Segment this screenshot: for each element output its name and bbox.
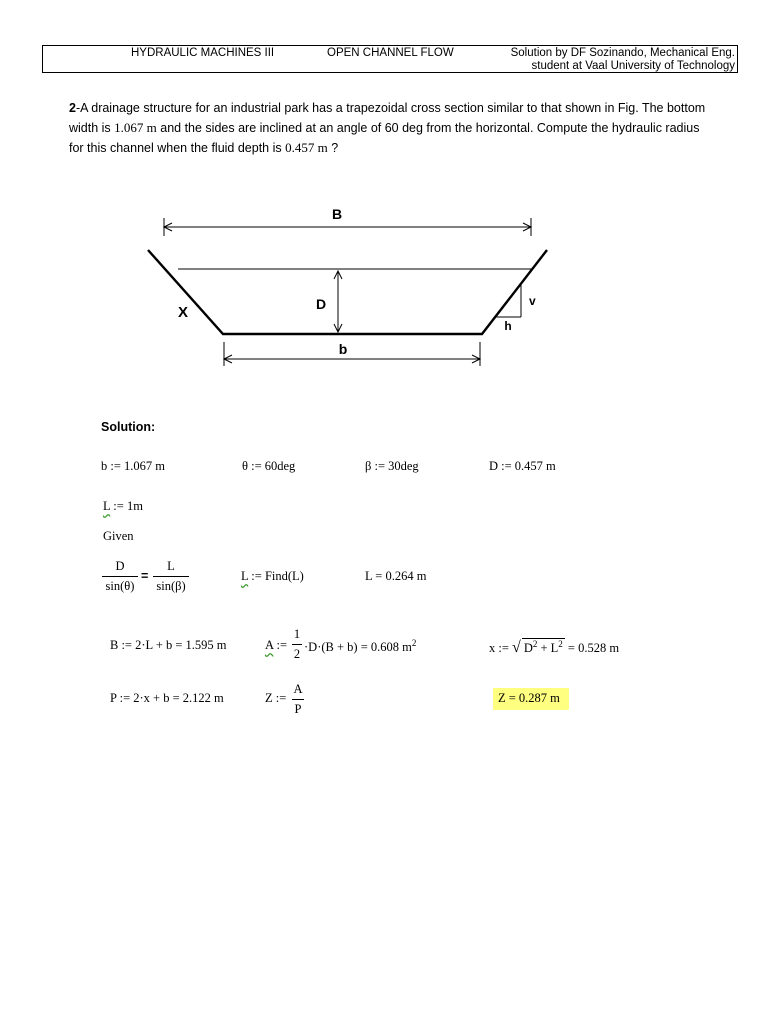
- numerator-D: D: [115, 559, 125, 573]
- find-L: [241, 569, 304, 584]
- author-credit: Solution by DF Sozinando, Mechanical Eng. student at Vaal University of Technology: [510, 47, 735, 72]
- fraction-one-half: 1 2: [293, 627, 301, 661]
- find-L-expr: := Find(L): [248, 569, 304, 583]
- denominator-sin-beta: sin(β): [156, 579, 186, 593]
- eq-x: x := √ $D^2 + L^2 = 0.528$ m: [489, 639, 620, 657]
- guess-L-var: L: [103, 499, 111, 513]
- course-title: HYDRAULIC MACHINES III: [131, 47, 275, 59]
- find-L-var: L: [241, 569, 249, 583]
- eq-P: P := 2·x + b = 2.122 m: [110, 691, 224, 705]
- label-top-width: B: [331, 206, 343, 222]
- problem-text-3: ?: [327, 141, 339, 155]
- eq-Z-lhs: Z :=: [265, 691, 287, 705]
- fraction-D-over-sin-theta: [102, 559, 138, 594]
- label-depth: D: [315, 296, 327, 312]
- def-theta: θ := 60deg: [242, 459, 296, 473]
- problem-text-2: and the sides are inclined at an angle of 60 deg from the horizontal. Compute the hydraulic radius for this channel when the fluid depth is: [69, 121, 700, 155]
- def-b: b := 1.067 m: [101, 459, 165, 473]
- problem-number: 2: [69, 101, 76, 115]
- label-side-length: X: [177, 304, 189, 321]
- problem-text-1: -A drainage structure for an industrial park has a trapezoidal cross section similar to that shown in Fig. The bottom width is: [69, 101, 706, 135]
- topic-title: OPEN CHANNEL FLOW: [327, 47, 454, 59]
- def-beta: β := 30deg: [365, 459, 419, 473]
- fraction-L-over-sin-beta: [153, 559, 189, 594]
- result-L: L = 0.264 m: [365, 569, 427, 583]
- equals-sign: =: [141, 569, 149, 583]
- eq-A: A :=: [265, 638, 287, 652]
- A-var: A: [265, 638, 274, 652]
- denominator-sin-theta: sin(θ): [105, 579, 135, 593]
- Z-denominator: P: [294, 702, 302, 716]
- trapezoid-channel-figure: [130, 200, 560, 380]
- guess-L-value: := 1m: [110, 499, 143, 513]
- bottom-width-value: 1.067 m: [114, 120, 157, 135]
- sqrt-argument: $D^2 + L^2$: [523, 639, 563, 656]
- guess-L: [103, 499, 143, 514]
- label-horizontal: h: [504, 319, 512, 333]
- label-vertical: v: [529, 294, 536, 308]
- fraction-A-over-P: [292, 682, 304, 717]
- eq-B: B := 2·L + b = 1.595 m: [110, 638, 227, 652]
- page-header: [42, 45, 738, 73]
- given-keyword: Given: [103, 529, 134, 543]
- problem-statement: [69, 99, 709, 158]
- channel-outline: [148, 250, 547, 334]
- eq-A-rest: ·D·(B + b) = 0.608 $m^2$: [304, 638, 417, 655]
- result-Z: Z = 0.287 m: [498, 691, 560, 705]
- Z-numerator: A: [293, 682, 303, 696]
- numerator-L: L: [167, 559, 175, 573]
- solution-heading: Solution:: [101, 420, 156, 434]
- depth-value: 0.457 m: [285, 140, 328, 155]
- label-bottom-width: b: [338, 341, 348, 357]
- def-D: D := 0.457 m: [489, 459, 556, 473]
